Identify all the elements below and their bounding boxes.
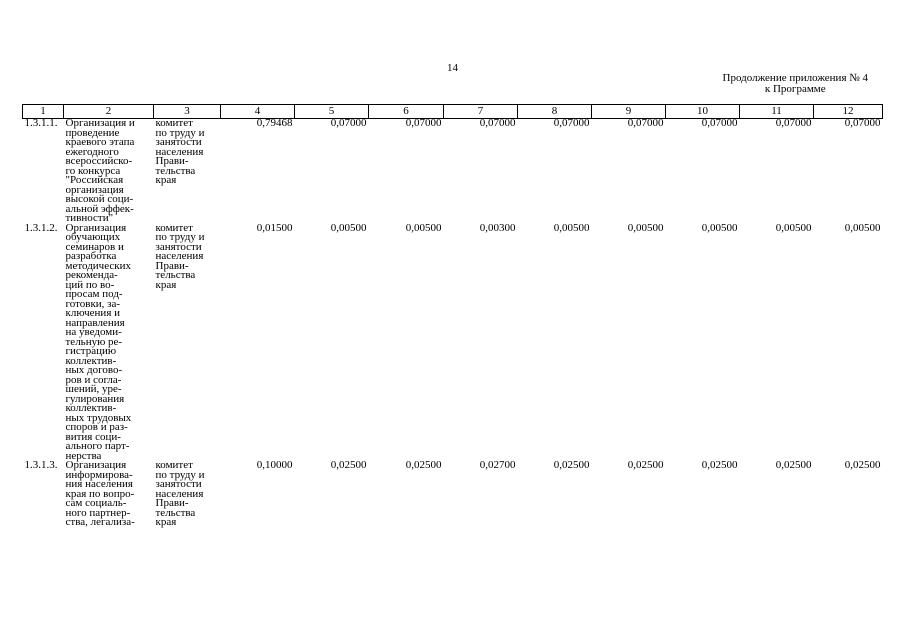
program-table <box>22 104 883 528</box>
row-value: 0,00300 <box>479 221 516 234</box>
appendix-caption-line2: к Программе <box>764 83 826 95</box>
row-name: Организация информирова- ния населения края по вопро- сам социаль- ного партнер- ства, легализа- <box>65 459 135 528</box>
column-header: 3 <box>154 105 221 119</box>
row-value: 0,07000 <box>330 117 367 129</box>
row-value: 0,02500 <box>553 459 590 471</box>
row-code: 1.3.1.1. <box>24 117 58 129</box>
column-header: 8 <box>518 105 592 119</box>
column-header: 11 <box>740 105 814 119</box>
appendix-caption <box>723 73 868 95</box>
appendix-caption-line1: Продолжение приложения № 4 <box>722 72 868 84</box>
row-value: 0,02500 <box>775 459 812 471</box>
row-value: 0,00500 <box>701 221 738 234</box>
row-code: 1.3.1.2. <box>24 221 58 234</box>
row-value: 0,02500 <box>330 459 367 471</box>
row-executor: комитет по труду и занятости населения Прави- тельства края <box>155 459 205 528</box>
column-header: 4 <box>221 105 295 119</box>
table-row <box>23 119 883 224</box>
row-value: 0,79468 <box>256 117 293 129</box>
column-header: 7 <box>444 105 518 119</box>
column-header: 9 <box>592 105 666 119</box>
row-value: 0,10000 <box>256 459 293 471</box>
column-header: 12 <box>814 105 883 119</box>
row-value: 0,00500 <box>627 221 664 234</box>
row-value: 0,00500 <box>330 221 367 234</box>
row-value: 0,02700 <box>479 459 516 471</box>
row-value: 0,00500 <box>844 221 881 234</box>
row-value: 0,01500 <box>256 221 293 234</box>
row-value: 0,07000 <box>405 117 442 129</box>
header-row <box>23 105 883 119</box>
row-value: 0,02500 <box>405 459 442 471</box>
row-value: 0,02500 <box>627 459 664 471</box>
row-value: 0,02500 <box>844 459 881 471</box>
row-value: 0,07000 <box>553 117 590 129</box>
row-value: 0,00500 <box>775 221 812 234</box>
row-value: 0,00500 <box>405 221 442 234</box>
row-name: Организация обучающих семинаров и разработка методических рекоменда- ций по во- просам под- готовки, за- ключения и направления на уведоми- тельную ре- гистрацию коллектив- ных догово- ров и согла- шений, уре- гулирования коллектив- ных трудовых споров и раз- вития соци- ального парт- нерства <box>65 221 132 462</box>
page-number: 14 <box>447 62 458 74</box>
row-value: 0,07000 <box>479 117 516 129</box>
row-executor: комитет по труду и занятости населения Прави- тельства края <box>155 117 205 186</box>
row-value: 0,00500 <box>553 221 590 234</box>
row-value: 0,07000 <box>844 117 881 129</box>
row-code: 1.3.1.3. <box>24 459 58 471</box>
row-value: 0,02500 <box>701 459 738 471</box>
row-name: Организация и проведение краевого этапа ежегодного всероссийско- го конкурса "Российская организация высокой соци- альной эффек- тивности" <box>65 117 135 224</box>
column-header: 10 <box>666 105 740 119</box>
column-header: 1 <box>23 105 64 119</box>
column-header: 6 <box>369 105 444 119</box>
row-value: 0,07000 <box>775 117 812 129</box>
table-row <box>23 224 883 462</box>
row-executor: комитет по труду и занятости населения Прави- тельства края <box>155 221 205 291</box>
table-row <box>23 461 883 528</box>
column-header: 2 <box>64 105 154 119</box>
row-value: 0,07000 <box>627 117 664 129</box>
column-header: 5 <box>295 105 369 119</box>
row-value: 0,07000 <box>701 117 738 129</box>
